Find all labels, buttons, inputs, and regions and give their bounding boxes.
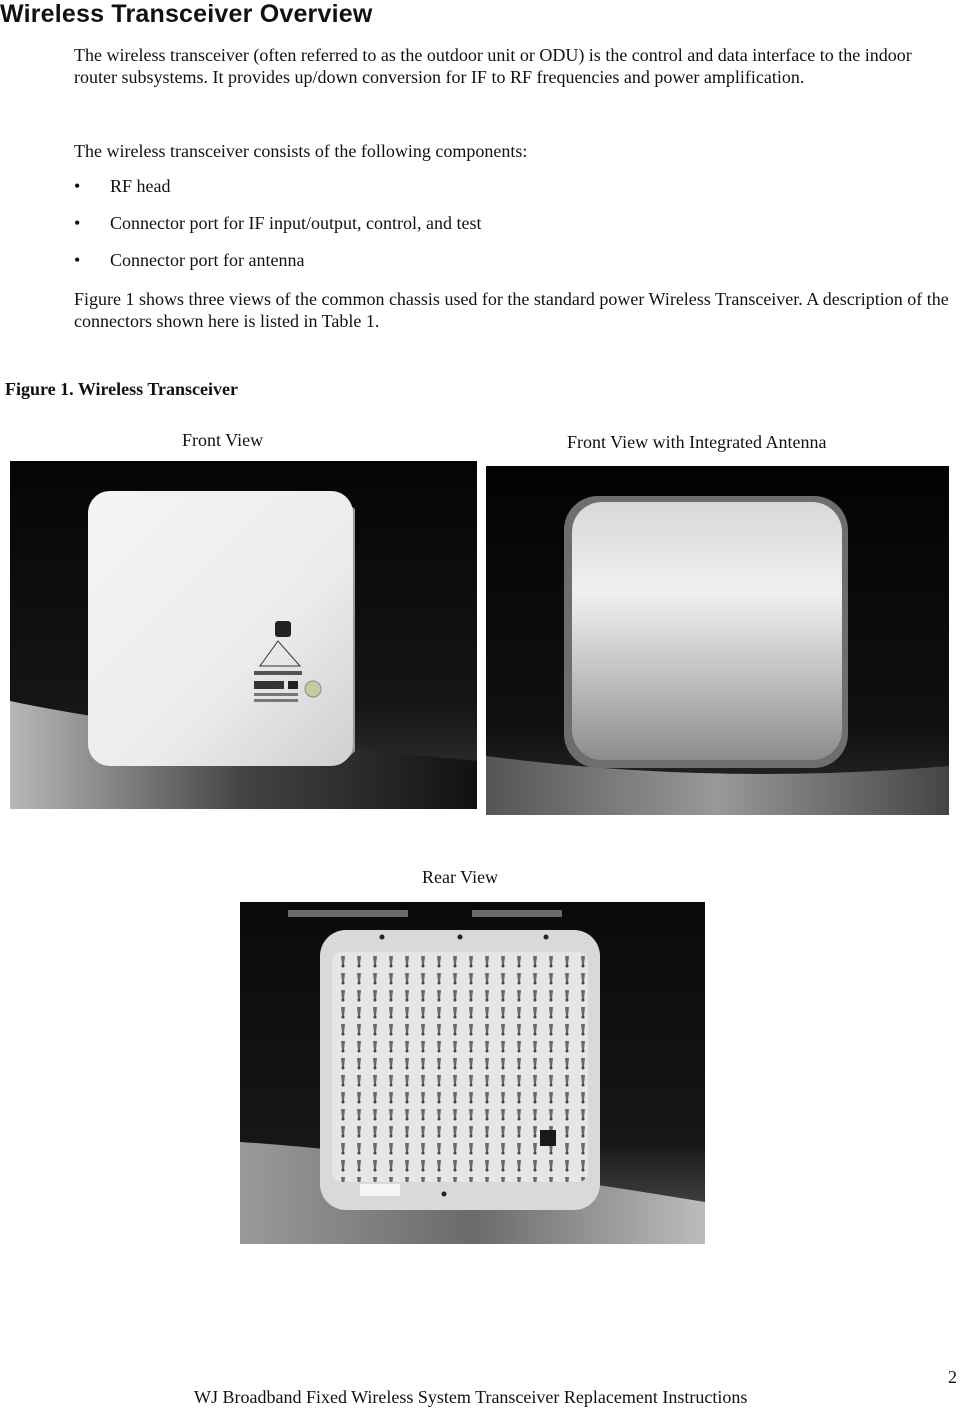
antenna-view-photo xyxy=(486,466,949,815)
rear-view-photo xyxy=(240,902,705,1244)
bullet-icon: • xyxy=(74,213,81,233)
bullet-icon: • xyxy=(74,250,81,270)
list-item-text: Connector port for antenna xyxy=(110,250,305,270)
components-list xyxy=(74,175,481,286)
front-view-caption: Front View xyxy=(182,430,264,450)
page-number: 2 xyxy=(948,1367,957,1387)
figure-title: Figure 1. Wireless Transceiver xyxy=(5,379,238,399)
figure-reference-paragraph: Figure 1 shows three views of the common chassis used for the standard power Wireless Transceiver. A description of the connectors shown here is listed in Table 1. xyxy=(74,289,949,331)
list-item-text: RF head xyxy=(110,176,171,196)
list-item xyxy=(74,249,481,286)
list-item-text: Connector port for IF input/output, control, and test xyxy=(110,213,482,233)
components-intro-paragraph: The wireless transceiver consists of the following components: xyxy=(74,141,528,161)
rear-view-caption: Rear View xyxy=(422,867,499,887)
page-heading: Wireless Transceiver Overview xyxy=(0,0,373,28)
antenna-view-caption: Front View with Integrated Antenna xyxy=(567,432,827,452)
page-footer: WJ Broadband Fixed Wireless System Transceiver Replacement Instructions xyxy=(194,1387,748,1407)
list-item xyxy=(74,212,481,249)
overview-paragraph: The wireless transceiver (often referred to as the outdoor unit or ODU) is the control and data interface to the indoor router subsystems. It provides up/down conversion for IF to RF frequencies and power amplification. xyxy=(74,45,912,87)
list-item xyxy=(74,175,481,212)
bullet-icon: • xyxy=(74,176,81,196)
front-view-photo xyxy=(10,461,477,809)
